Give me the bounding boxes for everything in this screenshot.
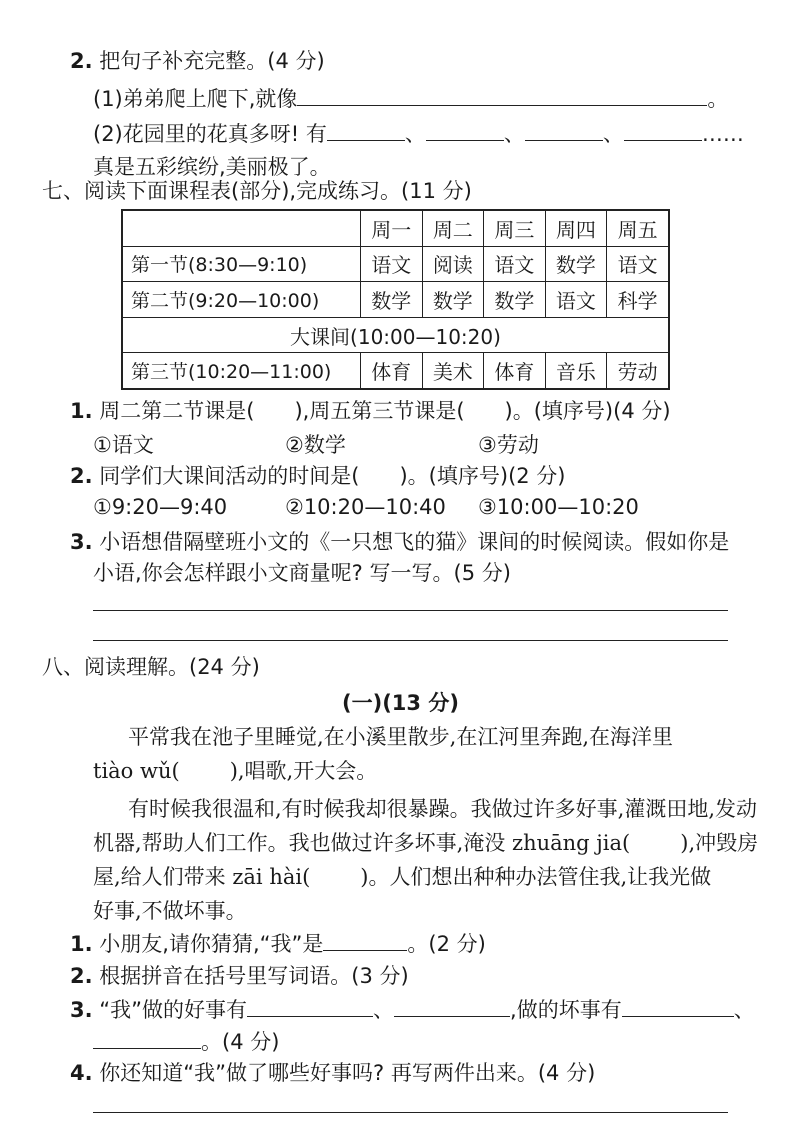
passage-text: 屋,给人们带来 zāi hài(: [93, 865, 311, 889]
subject-cell: 数学: [361, 282, 423, 318]
period-label: 第二节(9:20—10:00): [122, 282, 361, 318]
question-number: 3.: [70, 998, 93, 1022]
question-text: 你还知道“我”做了哪些好事吗? 再写两件出来。(4 分): [99, 1061, 596, 1085]
s7-q2-option-2: ②10:20—10:40: [285, 495, 446, 519]
question-text-c: 。(4 分): [201, 1030, 280, 1054]
s7-q2: [70, 461, 566, 491]
section-8-heading: 八、阅读理解。(24 分): [42, 655, 260, 679]
s7-q2-option-1: ①9:20—9:40: [93, 495, 228, 519]
passage-line: [93, 756, 377, 786]
subject-cell: 科学: [607, 282, 669, 318]
separator: 、: [404, 122, 426, 146]
break-label: 大课间(10:00—10:20): [122, 317, 669, 353]
s8-q3-cont: [93, 1026, 279, 1057]
question-text-a: “我”做的好事有: [99, 998, 248, 1022]
sentence-2-continuation: 真是五彩缤纷,美丽极了。: [93, 155, 331, 179]
day-header: 周一: [361, 210, 423, 246]
passage-line: [93, 862, 711, 892]
passage-line: 有时候我很温和,有时候我却很暴躁。我做过许多好事,灌溉田地,发动: [128, 797, 758, 821]
question-number: 2.: [70, 964, 93, 988]
answer-blank[interactable]: [297, 83, 707, 106]
answer-line[interactable]: [93, 640, 728, 641]
passage-text: 机器,帮助人们工作。我也做过许多坏事,淹没 zhuāng jia(: [93, 831, 631, 855]
subject-cell: 语文: [361, 246, 423, 282]
question-text: 把句子补充完整。(4 分): [99, 49, 325, 73]
s7-q1: [70, 396, 671, 426]
subject-cell: 体育: [484, 353, 546, 389]
s8-q1: [70, 928, 486, 959]
question-number: 3.: [70, 530, 93, 554]
passage-text: ),冲毁房: [680, 831, 759, 855]
answer-blank[interactable]: [525, 118, 603, 141]
separator: 、: [602, 122, 624, 146]
sentence-2-prefix: (2)花园里的花真多呀! 有: [93, 122, 327, 146]
answer-line[interactable]: [93, 1112, 728, 1113]
answer-blank[interactable]: [624, 118, 702, 141]
question-number: 1.: [70, 932, 93, 956]
break-row: [122, 317, 669, 353]
subject-cell: 数学: [422, 282, 484, 318]
subject-cell: 劳动: [607, 353, 669, 389]
subject-cell: 音乐: [545, 353, 607, 389]
passage-line: [93, 828, 758, 858]
table-row: [122, 246, 669, 282]
subject-cell: 语文: [484, 246, 546, 282]
subject-cell: 数学: [545, 246, 607, 282]
question-text-a: 周二第二节课是(: [99, 399, 255, 423]
subject-cell: 语文: [545, 282, 607, 318]
s8-q2: [70, 961, 409, 991]
question-text: 根据拼音在括号里写词语。(3 分): [99, 964, 409, 988]
answer-blank[interactable]: [323, 928, 407, 951]
table-corner-cell: [122, 210, 361, 246]
q2-fill-sentence-1: [93, 83, 728, 114]
day-header: 周三: [484, 210, 546, 246]
day-header: 周二: [422, 210, 484, 246]
answer-blank[interactable]: [394, 994, 510, 1017]
answer-blank[interactable]: [426, 118, 504, 141]
sentence-1-prefix: (1)弟弟爬上爬下,就像: [93, 87, 298, 111]
separator: 、: [503, 122, 525, 146]
subject-cell: 美术: [422, 353, 484, 389]
question-text-a: 小朋友,请你猜猜,“我”是: [99, 932, 324, 956]
sentence-1-end: 。: [707, 87, 729, 111]
table-header-row: [122, 210, 669, 246]
period-label: 第三节(10:20—11:00): [122, 353, 361, 389]
question-text-b: ),周五第三节课是(: [294, 399, 465, 423]
section-8-sub-heading: (一)(13 分): [342, 691, 459, 715]
s7-q3-line-2: 小语,你会怎样跟小文商量呢? 写一写。(5 分): [93, 561, 511, 585]
question-text-c: )。(填序号)(4 分): [504, 399, 671, 423]
day-header: 周五: [607, 210, 669, 246]
answer-blank[interactable]: [247, 994, 373, 1017]
answer-blank[interactable]: [93, 1026, 201, 1049]
answer-blank[interactable]: [327, 118, 405, 141]
passage-line: 平常我在池子里睡觉,在小溪里散步,在江河里奔跑,在海洋里: [128, 725, 674, 749]
question-number: 2.: [70, 49, 93, 73]
question-text-b: 。(2 分): [407, 932, 486, 956]
s7-q3-line-1: [70, 527, 729, 557]
s7-q1-option-2: ②数学: [285, 433, 346, 457]
day-header: 周四: [545, 210, 607, 246]
passage-text: )。人们想出种种办法管住我,让我光做: [360, 865, 712, 889]
s7-q2-option-3: ③10:00—10:20: [478, 495, 639, 519]
subject-cell: 数学: [484, 282, 546, 318]
answer-line[interactable]: [93, 610, 728, 611]
s8-q4: [70, 1058, 595, 1088]
question-number: 4.: [70, 1061, 93, 1085]
table-row: [122, 353, 669, 389]
question-text-a: 同学们大课间活动的时间是(: [99, 464, 360, 488]
ellipsis: ……: [701, 122, 744, 146]
section-7-heading: 七、阅读下面课程表(部分),完成练习。(11 分): [42, 179, 472, 203]
question-number: 1.: [70, 399, 93, 423]
passage-text: ),唱歌,开大会。: [229, 759, 378, 783]
question-text-b: ,做的坏事有: [510, 998, 622, 1022]
question-text: 小语想借隔壁班小文的《一只想飞的猫》课间的时候阅读。假如你是: [99, 530, 730, 554]
schedule-table: [121, 209, 670, 390]
separator: 、: [733, 998, 755, 1022]
q2-fill-sentence-2: [93, 118, 744, 149]
question-text-b: )。(填序号)(2 分): [399, 464, 566, 488]
subject-cell: 语文: [607, 246, 669, 282]
separator: 、: [373, 998, 395, 1022]
subject-cell: 体育: [361, 353, 423, 389]
s7-q1-option-3: ③劳动: [478, 433, 539, 457]
pinyin-text: tiào wǔ(: [93, 759, 180, 783]
table-row: [122, 282, 669, 318]
period-label: 第一节(8:30—9:10): [122, 246, 361, 282]
subject-cell: 阅读: [422, 246, 484, 282]
s7-q1-option-1: ①语文: [93, 433, 154, 457]
question-number: 2.: [70, 464, 93, 488]
s8-q3: [70, 994, 755, 1025]
passage-line: 好事,不做坏事。: [93, 899, 247, 923]
q2-fill-title: [70, 46, 325, 76]
answer-blank[interactable]: [622, 994, 734, 1017]
